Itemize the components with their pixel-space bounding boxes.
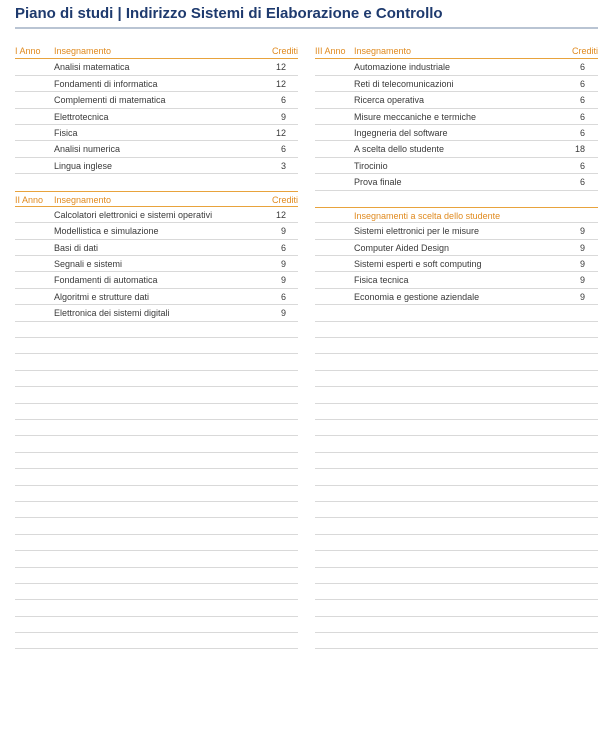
blank-row — [15, 502, 298, 518]
blank-row — [315, 502, 598, 518]
blank-row — [315, 568, 598, 584]
course-row — [315, 76, 598, 92]
course-row — [315, 272, 598, 288]
course-name: Complementi di matematica — [54, 95, 166, 106]
year-label: I Anno — [15, 46, 41, 56]
course-name: Elettrotecnica — [54, 111, 109, 122]
course-row — [315, 223, 598, 239]
course-credits: 6 — [579, 78, 585, 89]
blank-row — [15, 387, 298, 403]
blank-row — [15, 469, 298, 485]
title-divider — [15, 27, 598, 29]
blank-row — [15, 486, 298, 502]
course-name: Analisi matematica — [54, 62, 130, 73]
course-credits: 6 — [280, 144, 286, 155]
course-name: Segnali e sistemi — [54, 259, 123, 270]
blank-row — [15, 354, 298, 370]
blank-row — [315, 469, 598, 485]
blank-row — [315, 633, 598, 649]
course-name: Reti di telecomunicazioni — [354, 78, 454, 89]
year-label: III Anno — [315, 46, 346, 56]
course-name: Ingegneria del software — [354, 127, 448, 138]
blank-row — [15, 453, 298, 469]
course-row — [315, 289, 598, 305]
blank-rows — [315, 305, 598, 649]
blank-row — [15, 633, 298, 649]
electives-title: Insegnamenti a scelta dello studente — [354, 210, 501, 221]
course-name: Tirocinio — [354, 160, 388, 171]
course-row — [315, 174, 598, 190]
blank-row — [15, 617, 298, 633]
blank-row — [15, 584, 298, 600]
crediti-header: Crediti — [571, 46, 598, 56]
course-credits: 9 — [579, 242, 585, 253]
course-row — [315, 92, 598, 108]
course-row — [15, 223, 298, 239]
course-name: Fondamenti di automatica — [54, 275, 158, 286]
course-credits: 12 — [275, 127, 286, 138]
blank-row — [315, 322, 598, 338]
course-name: Basi di dati — [54, 242, 99, 253]
course-credits: 12 — [275, 209, 286, 220]
blank-row — [315, 600, 598, 616]
course-row — [315, 59, 598, 75]
blank-row — [315, 338, 598, 354]
blank-row — [15, 518, 298, 534]
year-label: II Anno — [15, 194, 44, 205]
course-name: Sistemi elettronici per le misure — [354, 226, 480, 237]
course-credits: 6 — [579, 127, 585, 138]
insegnamento-header: Insegnamento — [54, 46, 112, 56]
year2-header — [15, 191, 298, 207]
course-name: Economia e gestione aziendale — [354, 291, 480, 302]
insegnamento-header: Insegnamento — [354, 46, 412, 56]
crediti-header: Crediti — [271, 194, 298, 205]
course-credits: 9 — [579, 275, 585, 286]
course-credits: 9 — [280, 275, 286, 286]
blank-row — [315, 535, 598, 551]
crediti-header: Crediti — [271, 46, 298, 56]
course-credits: 6 — [280, 242, 286, 253]
blank-row — [315, 617, 598, 633]
course-name: Computer Aided Design — [354, 242, 450, 253]
course-name: Fondamenti di informatica — [54, 78, 158, 89]
course-row — [15, 158, 298, 174]
blank-row — [315, 518, 598, 534]
right-column — [315, 43, 598, 649]
course-credits: 12 — [275, 78, 286, 89]
course-credits: 9 — [280, 308, 286, 319]
blank-row — [15, 338, 298, 354]
course-row — [15, 207, 298, 223]
course-row — [315, 141, 598, 157]
course-row — [15, 289, 298, 305]
blank-row — [315, 387, 598, 403]
course-name: Modellistica e simulazione — [54, 226, 159, 237]
blank-row — [315, 354, 598, 370]
blank-row — [315, 436, 598, 452]
course-credits: 12 — [275, 62, 286, 73]
page-title: Piano di studi | Indirizzo Sistemi di Elaborazione e Controllo — [15, 5, 443, 22]
course-row — [315, 158, 598, 174]
course-row — [15, 305, 298, 321]
course-credits: 6 — [579, 62, 585, 73]
spacer-row — [15, 174, 298, 190]
course-name: Lingua inglese — [54, 160, 113, 171]
course-credits: 3 — [280, 160, 286, 171]
electives-header — [315, 207, 598, 223]
blank-row — [15, 404, 298, 420]
course-row — [15, 109, 298, 125]
course-credits: 6 — [280, 291, 286, 302]
blank-row — [315, 453, 598, 469]
course-credits: 6 — [280, 95, 286, 106]
course-row — [315, 109, 598, 125]
course-name: Fisica — [54, 127, 78, 138]
blank-row — [15, 535, 298, 551]
course-row — [15, 92, 298, 108]
course-name: Misure meccaniche e termiche — [354, 111, 477, 122]
course-row — [15, 240, 298, 256]
course-row — [15, 272, 298, 288]
course-credits: 9 — [280, 259, 286, 270]
course-name: Elettronica dei sistemi digitali — [54, 308, 170, 319]
insegnamento-header: Insegnamento — [54, 194, 112, 205]
course-credits: 6 — [579, 160, 585, 171]
course-row — [15, 59, 298, 75]
course-credits: 9 — [280, 111, 286, 122]
blank-row — [315, 551, 598, 567]
course-name: Calcolatori elettronici e sistemi operativi — [54, 209, 213, 220]
course-credits: 9 — [579, 291, 585, 302]
course-row — [315, 256, 598, 272]
blank-rows — [15, 322, 298, 650]
course-row — [315, 125, 598, 141]
blank-row — [315, 420, 598, 436]
spacer-row — [315, 191, 598, 207]
blank-row — [315, 305, 598, 321]
left-column — [15, 43, 298, 649]
course-credits: 9 — [579, 259, 585, 270]
course-row — [15, 76, 298, 92]
course-name: Ricerca operativa — [354, 95, 425, 106]
blank-row — [15, 568, 298, 584]
course-credits: 6 — [579, 177, 585, 188]
course-name: Fisica tecnica — [354, 275, 409, 286]
course-name: Algoritmi e strutture dati — [54, 291, 150, 302]
course-name: A scelta dello studente — [354, 144, 445, 155]
year1-header — [15, 43, 298, 59]
blank-row — [15, 371, 298, 387]
blank-row — [15, 420, 298, 436]
course-row — [315, 240, 598, 256]
course-credits: 9 — [280, 226, 286, 237]
course-name: Prova finale — [354, 177, 402, 188]
course-row — [15, 125, 298, 141]
course-name: Automazione industriale — [354, 62, 451, 73]
blank-row — [15, 322, 298, 338]
course-name: Analisi numerica — [54, 144, 121, 155]
year3-header — [315, 43, 598, 59]
course-credits: 6 — [579, 95, 585, 106]
blank-row — [315, 371, 598, 387]
course-row — [15, 256, 298, 272]
course-name: Sistemi esperti e soft computing — [354, 259, 482, 270]
course-row — [15, 141, 298, 157]
blank-row — [315, 404, 598, 420]
blank-row — [15, 551, 298, 567]
blank-row — [15, 600, 298, 616]
blank-row — [315, 486, 598, 502]
blank-row — [315, 584, 598, 600]
course-credits: 6 — [579, 111, 585, 122]
course-credits: 9 — [579, 226, 585, 237]
course-credits: 18 — [574, 144, 585, 155]
blank-row — [15, 436, 298, 452]
